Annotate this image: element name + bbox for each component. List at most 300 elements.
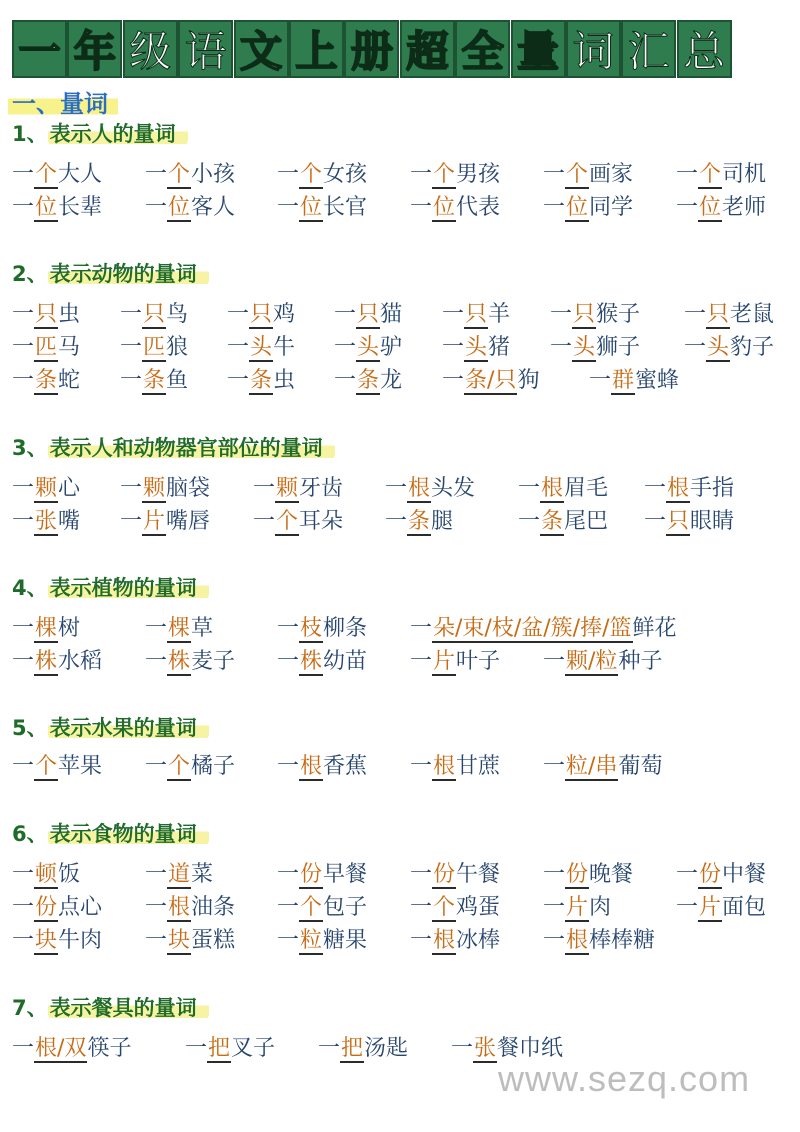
title-char: 汇 xyxy=(621,20,676,78)
measure-word: 头 xyxy=(250,335,273,360)
measure-word: 个 xyxy=(276,509,299,534)
phrase-noun: 面包 xyxy=(722,895,767,920)
phrase-noun: 冰棒 xyxy=(456,928,501,953)
phrase-number: 一 xyxy=(543,195,566,220)
phrase-number: 一 xyxy=(12,509,35,534)
measure-word: 根/双 xyxy=(35,1036,87,1061)
phrase-number: 一 xyxy=(543,754,566,779)
measure-word-phrase xyxy=(12,1034,131,1064)
measure-word: 份 xyxy=(35,895,58,920)
phrase-number: 一 xyxy=(644,476,667,501)
measure-word-phrase xyxy=(277,860,367,890)
phrase-number: 一 xyxy=(145,162,168,187)
measure-word: 只 xyxy=(573,302,596,327)
phrase-number: 一 xyxy=(543,649,566,674)
phrase-number: 一 xyxy=(145,862,168,887)
measure-word: 个 xyxy=(433,162,456,187)
measure-word-phrase xyxy=(543,893,611,923)
measure-word: 只 xyxy=(667,509,690,534)
phrase-noun: 苹果 xyxy=(58,754,103,779)
phrase-noun: 驴 xyxy=(380,335,403,360)
phrase-noun: 肉 xyxy=(589,895,612,920)
section-title-text: 表示餐具的量词 xyxy=(48,996,209,1020)
measure-word: 位 xyxy=(35,195,58,220)
phrase-number: 一 xyxy=(227,335,250,360)
section-title xyxy=(12,572,209,602)
phrase-number: 一 xyxy=(410,195,433,220)
measure-word-phrase xyxy=(410,160,500,190)
measure-word-phrase xyxy=(277,647,367,677)
phrase-noun: 司机 xyxy=(722,162,767,187)
title-char: 一 xyxy=(12,20,67,78)
phrase-number: 一 xyxy=(543,162,566,187)
phrase-noun: 狼 xyxy=(166,335,189,360)
measure-word-phrase xyxy=(12,647,102,677)
phrase-noun: 羊 xyxy=(488,302,511,327)
section-title xyxy=(12,712,209,742)
title-char: 册 xyxy=(344,20,399,78)
measure-word-phrase xyxy=(684,300,774,330)
phrase-noun: 尾巴 xyxy=(564,509,609,534)
phrase-number: 一 xyxy=(120,476,143,501)
measure-word-phrase xyxy=(676,193,766,223)
phrase-noun: 小孩 xyxy=(191,162,236,187)
measure-word-phrase xyxy=(644,474,734,504)
measure-word-phrase xyxy=(12,614,80,644)
phrase-number: 一 xyxy=(410,895,433,920)
phrase-noun: 眉毛 xyxy=(564,476,609,501)
measure-word-phrase xyxy=(227,366,295,396)
phrase-number: 一 xyxy=(543,895,566,920)
phrase-number: 一 xyxy=(277,862,300,887)
measure-word-phrase xyxy=(684,333,774,363)
measure-word-phrase xyxy=(145,926,235,956)
measure-word-phrase xyxy=(410,647,500,677)
phrase-number: 一 xyxy=(12,335,35,360)
measure-word-phrase xyxy=(145,614,213,644)
measure-word-phrase xyxy=(120,507,210,537)
phrase-noun: 包子 xyxy=(323,895,368,920)
phrase-number: 一 xyxy=(227,368,250,393)
phrase-number: 一 xyxy=(120,368,143,393)
measure-word-phrase xyxy=(410,893,500,923)
title-bar xyxy=(12,20,788,78)
word-row xyxy=(12,474,792,504)
measure-word: 个 xyxy=(300,162,323,187)
measure-word: 条 xyxy=(250,368,273,393)
measure-word-phrase xyxy=(12,193,102,223)
measure-word: 根 xyxy=(667,476,690,501)
measure-word: 枝 xyxy=(300,616,323,641)
phrase-number: 一 xyxy=(185,1036,208,1061)
measure-word: 根 xyxy=(433,928,456,953)
phrase-number: 一 xyxy=(12,302,35,327)
measure-word-phrase xyxy=(334,366,402,396)
phrase-number: 一 xyxy=(12,476,35,501)
measure-word: 棵 xyxy=(168,616,191,641)
phrase-noun: 香蕉 xyxy=(323,754,368,779)
measure-word: 颗 xyxy=(276,476,299,501)
measure-word-phrase xyxy=(410,926,500,956)
phrase-noun: 大人 xyxy=(58,162,103,187)
measure-word-phrase xyxy=(543,160,633,190)
measure-word-phrase xyxy=(12,160,102,190)
phrase-number: 一 xyxy=(12,928,35,953)
measure-word: 条 xyxy=(143,368,166,393)
measure-word-phrase xyxy=(227,333,295,363)
measure-word: 位 xyxy=(168,195,191,220)
phrase-number: 一 xyxy=(410,754,433,779)
measure-word-phrase xyxy=(12,507,80,537)
measure-word: 只 xyxy=(465,302,488,327)
measure-word: 根 xyxy=(300,754,323,779)
measure-word: 个 xyxy=(300,895,323,920)
phrase-number: 一 xyxy=(12,649,35,674)
phrase-noun: 油条 xyxy=(191,895,236,920)
phrase-noun: 叶子 xyxy=(456,649,501,674)
phrase-noun: 葡萄 xyxy=(618,754,663,779)
phrase-number: 一 xyxy=(145,928,168,953)
measure-word-phrase xyxy=(410,614,677,644)
phrase-number: 一 xyxy=(451,1036,474,1061)
measure-word: 头 xyxy=(707,335,730,360)
phrase-noun: 早餐 xyxy=(323,862,368,887)
measure-word-phrase xyxy=(120,333,188,363)
phrase-number: 一 xyxy=(676,195,699,220)
measure-word-phrase xyxy=(12,860,80,890)
phrase-noun: 马 xyxy=(58,335,81,360)
word-row xyxy=(12,366,792,396)
measure-word: 头 xyxy=(357,335,380,360)
title-char: 级 xyxy=(123,20,178,78)
measure-word-phrase xyxy=(676,893,766,923)
measure-word: 条 xyxy=(35,368,58,393)
phrase-noun: 头发 xyxy=(431,476,476,501)
phrase-number: 一 xyxy=(12,754,35,779)
measure-word: 位 xyxy=(566,195,589,220)
phrase-noun: 晚餐 xyxy=(589,862,634,887)
section-number: 4、 xyxy=(12,576,48,600)
phrase-noun: 猫 xyxy=(380,302,403,327)
phrase-noun: 餐巾纸 xyxy=(497,1036,564,1061)
measure-word-phrase xyxy=(334,333,402,363)
phrase-noun: 长辈 xyxy=(58,195,103,220)
section-title-text: 表示动物的量词 xyxy=(48,262,209,286)
word-row xyxy=(12,193,792,223)
measure-word-phrase xyxy=(12,366,80,396)
word-row xyxy=(12,614,792,644)
phrase-number: 一 xyxy=(410,928,433,953)
phrase-number: 一 xyxy=(12,195,35,220)
phrase-number: 一 xyxy=(442,335,465,360)
watermark: www.sezq.com xyxy=(498,1058,751,1099)
phrase-number: 一 xyxy=(410,162,433,187)
section-title xyxy=(12,432,335,462)
phrase-number: 一 xyxy=(318,1036,341,1061)
phrase-noun: 鱼 xyxy=(166,368,189,393)
phrase-noun: 豹子 xyxy=(730,335,775,360)
phrase-noun: 猴子 xyxy=(596,302,641,327)
measure-word: 份 xyxy=(699,862,722,887)
measure-word-phrase xyxy=(253,474,343,504)
phrase-number: 一 xyxy=(12,162,35,187)
measure-word-phrase xyxy=(120,300,188,330)
phrase-noun: 树 xyxy=(58,616,81,641)
phrase-noun: 种子 xyxy=(618,649,663,674)
phrase-noun: 叉子 xyxy=(231,1036,276,1061)
title-char: 词 xyxy=(566,20,621,78)
phrase-number: 一 xyxy=(385,476,408,501)
measure-word: 块 xyxy=(168,928,191,953)
phrase-noun: 客人 xyxy=(191,195,236,220)
measure-word: 条 xyxy=(541,509,564,534)
phrase-noun: 水稻 xyxy=(58,649,103,674)
measure-word: 个 xyxy=(699,162,722,187)
phrase-number: 一 xyxy=(442,302,465,327)
phrase-number: 一 xyxy=(410,616,433,641)
measure-word: 片 xyxy=(433,649,456,674)
word-row xyxy=(12,160,792,190)
word-row xyxy=(12,893,792,923)
phrase-number: 一 xyxy=(277,616,300,641)
measure-word: 只 xyxy=(250,302,273,327)
phrase-noun: 饭 xyxy=(58,862,81,887)
measure-word-phrase xyxy=(277,160,367,190)
measure-word-phrase xyxy=(145,160,235,190)
phrase-number: 一 xyxy=(442,368,465,393)
measure-word: 只 xyxy=(35,302,58,327)
measure-word: 位 xyxy=(699,195,722,220)
measure-word: 份 xyxy=(566,862,589,887)
measure-word-phrase xyxy=(277,893,367,923)
measure-word: 匹 xyxy=(143,335,166,360)
measure-word: 株 xyxy=(35,649,58,674)
measure-word-phrase xyxy=(145,752,235,782)
phrase-noun: 汤匙 xyxy=(364,1036,409,1061)
measure-word-phrase xyxy=(442,333,510,363)
phrase-noun: 草 xyxy=(191,616,214,641)
phrase-noun: 脑袋 xyxy=(166,476,211,501)
measure-word-phrase xyxy=(589,366,679,396)
measure-word: 粒/串 xyxy=(566,754,618,779)
word-row xyxy=(12,647,792,677)
phrase-number: 一 xyxy=(145,195,168,220)
phrase-number: 一 xyxy=(253,509,276,534)
measure-word-phrase xyxy=(277,926,367,956)
phrase-noun: 手指 xyxy=(690,476,735,501)
word-row xyxy=(12,507,792,537)
phrase-noun: 幼苗 xyxy=(323,649,368,674)
measure-word: 条 xyxy=(408,509,431,534)
phrase-noun: 嘴唇 xyxy=(166,509,211,534)
measure-word: 只 xyxy=(357,302,380,327)
measure-word-phrase xyxy=(543,752,662,782)
phrase-number: 一 xyxy=(676,895,699,920)
phrase-noun: 狗 xyxy=(517,368,540,393)
phrase-number: 一 xyxy=(277,754,300,779)
measure-word: 片 xyxy=(566,895,589,920)
phrase-number: 一 xyxy=(334,302,357,327)
measure-word: 颗 xyxy=(35,476,58,501)
phrase-number: 一 xyxy=(550,302,573,327)
measure-word: 根 xyxy=(168,895,191,920)
measure-word: 道 xyxy=(168,862,191,887)
measure-word: 匹 xyxy=(35,335,58,360)
section-number: 2、 xyxy=(12,262,48,286)
measure-word-phrase xyxy=(145,193,235,223)
measure-word: 颗 xyxy=(143,476,166,501)
measure-word-phrase xyxy=(543,647,662,677)
measure-word: 块 xyxy=(35,928,58,953)
phrase-number: 一 xyxy=(684,302,707,327)
phrase-number: 一 xyxy=(120,302,143,327)
phrase-number: 一 xyxy=(12,1036,35,1061)
measure-word-phrase xyxy=(410,193,500,223)
phrase-number: 一 xyxy=(518,509,541,534)
phrase-noun: 中餐 xyxy=(722,862,767,887)
measure-word-phrase xyxy=(385,507,453,537)
phrase-noun: 虫 xyxy=(273,368,296,393)
phrase-noun: 狮子 xyxy=(596,335,641,360)
section-title-text: 表示人和动物器官部位的量词 xyxy=(48,436,335,460)
measure-word: 片 xyxy=(143,509,166,534)
measure-word: 只 xyxy=(143,302,166,327)
phrase-noun: 同学 xyxy=(589,195,634,220)
phrase-noun: 点心 xyxy=(58,895,103,920)
phrase-number: 一 xyxy=(543,862,566,887)
phrase-noun: 鸡 xyxy=(273,302,296,327)
measure-word: 位 xyxy=(300,195,323,220)
measure-word-phrase xyxy=(676,160,766,190)
title-char: 年 xyxy=(67,20,122,78)
title-char: 量 xyxy=(511,20,566,78)
measure-word-phrase xyxy=(145,647,235,677)
measure-word: 粒 xyxy=(300,928,323,953)
section-title xyxy=(12,118,188,148)
measure-word: 只 xyxy=(707,302,730,327)
phrase-noun: 长官 xyxy=(323,195,368,220)
phrase-noun: 眼睛 xyxy=(690,509,735,534)
measure-word: 株 xyxy=(300,649,323,674)
phrase-noun: 蛋糕 xyxy=(191,928,236,953)
section-title-text: 表示人的量词 xyxy=(48,122,188,146)
section-title xyxy=(12,818,209,848)
phrase-number: 一 xyxy=(12,862,35,887)
measure-word: 头 xyxy=(573,335,596,360)
phrase-number: 一 xyxy=(145,754,168,779)
section-number: 6、 xyxy=(12,822,48,846)
measure-word: 根 xyxy=(433,754,456,779)
measure-word-phrase xyxy=(120,474,210,504)
phrase-noun: 蛇 xyxy=(58,368,81,393)
phrase-number: 一 xyxy=(543,928,566,953)
phrase-number: 一 xyxy=(550,335,573,360)
phrase-noun: 鸟 xyxy=(166,302,189,327)
phrase-noun: 代表 xyxy=(456,195,501,220)
phrase-number: 一 xyxy=(120,509,143,534)
word-row xyxy=(12,752,792,782)
section-title xyxy=(12,258,209,288)
measure-word-phrase xyxy=(12,300,80,330)
phrase-number: 一 xyxy=(334,368,357,393)
measure-word: 位 xyxy=(433,195,456,220)
phrase-noun: 虫 xyxy=(58,302,81,327)
phrase-number: 一 xyxy=(145,616,168,641)
measure-word-phrase xyxy=(410,752,500,782)
measure-word-phrase xyxy=(518,474,608,504)
measure-word-phrase xyxy=(410,860,500,890)
phrase-noun: 甘蔗 xyxy=(456,754,501,779)
measure-word: 根 xyxy=(408,476,431,501)
phrase-noun: 龙 xyxy=(380,368,403,393)
measure-word: 条/只 xyxy=(465,368,517,393)
measure-word-phrase xyxy=(12,333,80,363)
phrase-noun: 柳条 xyxy=(323,616,368,641)
measure-word: 把 xyxy=(341,1036,364,1061)
measure-word-phrase xyxy=(334,300,402,330)
phrase-noun: 男孩 xyxy=(456,162,501,187)
word-row xyxy=(12,860,792,890)
measure-word-phrase xyxy=(442,300,510,330)
phrase-noun: 老鼠 xyxy=(730,302,775,327)
phrase-noun: 棒棒糖 xyxy=(589,928,656,953)
title-char: 语 xyxy=(178,20,233,78)
measure-word: 片 xyxy=(699,895,722,920)
phrase-number: 一 xyxy=(589,368,612,393)
measure-word: 头 xyxy=(465,335,488,360)
measure-word: 株 xyxy=(168,649,191,674)
phrase-number: 一 xyxy=(277,895,300,920)
phrase-number: 一 xyxy=(277,928,300,953)
section-title-text: 表示食物的量词 xyxy=(48,822,209,846)
measure-word: 张 xyxy=(35,509,58,534)
phrase-noun: 筷子 xyxy=(87,1036,132,1061)
phrase-number: 一 xyxy=(385,509,408,534)
section-title xyxy=(12,992,209,1022)
word-row xyxy=(12,333,792,363)
measure-word-phrase xyxy=(12,474,80,504)
phrase-number: 一 xyxy=(227,302,250,327)
phrase-noun: 女孩 xyxy=(323,162,368,187)
phrase-noun: 午餐 xyxy=(456,862,501,887)
measure-word-phrase xyxy=(543,193,633,223)
phrase-number: 一 xyxy=(518,476,541,501)
measure-word-phrase xyxy=(442,366,539,396)
section-number: 7、 xyxy=(12,996,48,1020)
measure-word: 个 xyxy=(168,162,191,187)
phrase-noun: 腿 xyxy=(431,509,454,534)
measure-word: 个 xyxy=(35,162,58,187)
measure-word: 颗/粒 xyxy=(566,649,618,674)
measure-word: 朵/束/枝/盆/簇/捧/篮 xyxy=(433,616,632,641)
phrase-number: 一 xyxy=(253,476,276,501)
phrase-noun: 猪 xyxy=(488,335,511,360)
measure-word: 张 xyxy=(474,1036,497,1061)
measure-word-phrase xyxy=(227,300,295,330)
phrase-noun: 菜 xyxy=(191,862,214,887)
measure-word-phrase xyxy=(145,860,213,890)
measure-word-phrase xyxy=(543,860,633,890)
measure-word-phrase xyxy=(120,366,188,396)
measure-word-phrase xyxy=(676,860,766,890)
measure-word-phrase xyxy=(185,1034,275,1064)
phrase-noun: 牛肉 xyxy=(58,928,103,953)
phrase-noun: 麦子 xyxy=(191,649,236,674)
phrase-number: 一 xyxy=(145,895,168,920)
measure-word-phrase xyxy=(644,507,734,537)
phrase-noun: 画家 xyxy=(589,162,634,187)
phrase-noun: 耳朵 xyxy=(299,509,344,534)
